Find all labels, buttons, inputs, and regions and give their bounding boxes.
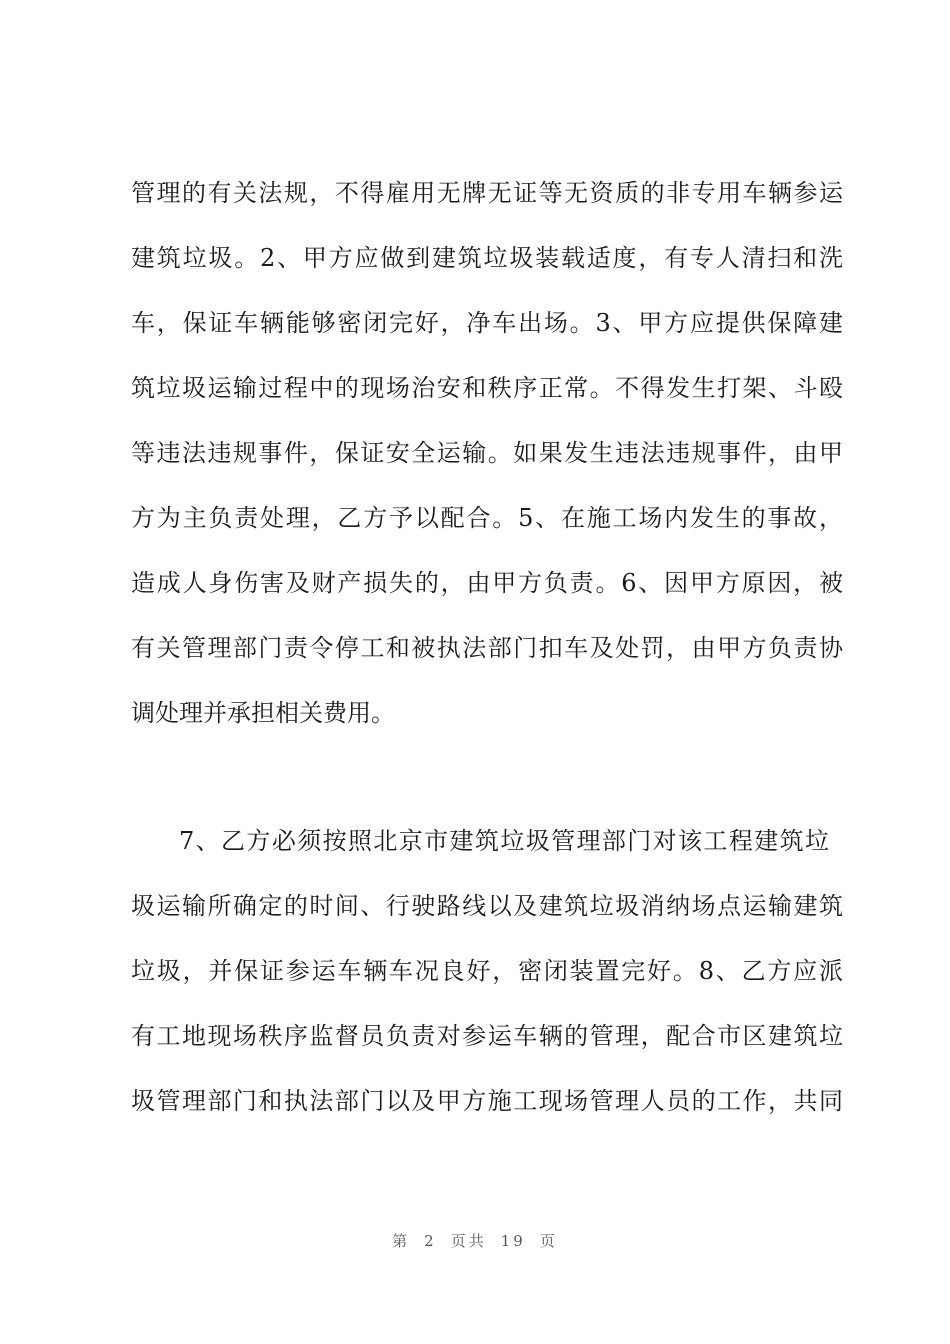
body-text-line: 圾管理部门和执法部门以及甲方施工现场管理人员的工作，共同 [131,1087,843,1115]
body-text-line: 7、乙方必须按照北京市建筑垃圾管理部门对该工程建筑垃 [179,827,829,855]
footer-prefix: 第 [392,1232,411,1250]
body-text-line: 有工地现场秩序监督员负责对参运车辆的管理，配合市区建筑垃 [131,1022,843,1050]
body-text-line: 建筑垃圾。2、甲方应做到建筑垃圾装载适度，有专人清扫和洗 [131,244,843,272]
body-text-line: 有关管理部门责令停工和被执法部门扣车及处罚，由甲方负责协 [131,634,843,662]
body-text-line: 等违法违规事件，保证安全运输。如果发生违法违规事件，由甲 [131,439,843,467]
body-text-line: 圾运输所确定的时间、行驶路线以及建筑垃圾消纳场点运输建筑 [131,892,843,920]
body-text-line: 筑垃圾运输过程中的现场治安和秩序正常。不得发生打架、斗殴 [131,374,843,402]
footer-page-number: 2 [424,1232,437,1250]
footer-total-pages: 19 [500,1232,526,1250]
body-text-line: 造成人身伤害及财产损失的，由甲方负责。6、因甲方原因，被 [131,569,843,597]
page-number-footer [0,1230,950,1251]
body-text-line: 管理的有关法规，不得雇用无牌无证等无资质的非专用车辆参运 [131,179,843,207]
footer-middle: 页共 [450,1232,487,1250]
body-text-line: 方为主负责处理，乙方予以配合。5、在施工场内发生的事故， [131,504,843,532]
body-text-line: 垃圾，并保证参运车辆车况良好，密闭装置完好。8、乙方应派 [131,957,843,985]
body-text-line: 车，保证车辆能够密闭完好，净车出场。3、甲方应提供保障建 [131,309,843,337]
footer-suffix: 页 [539,1232,558,1250]
body-text-line: 调处理并承担相关费用。 [131,699,395,727]
